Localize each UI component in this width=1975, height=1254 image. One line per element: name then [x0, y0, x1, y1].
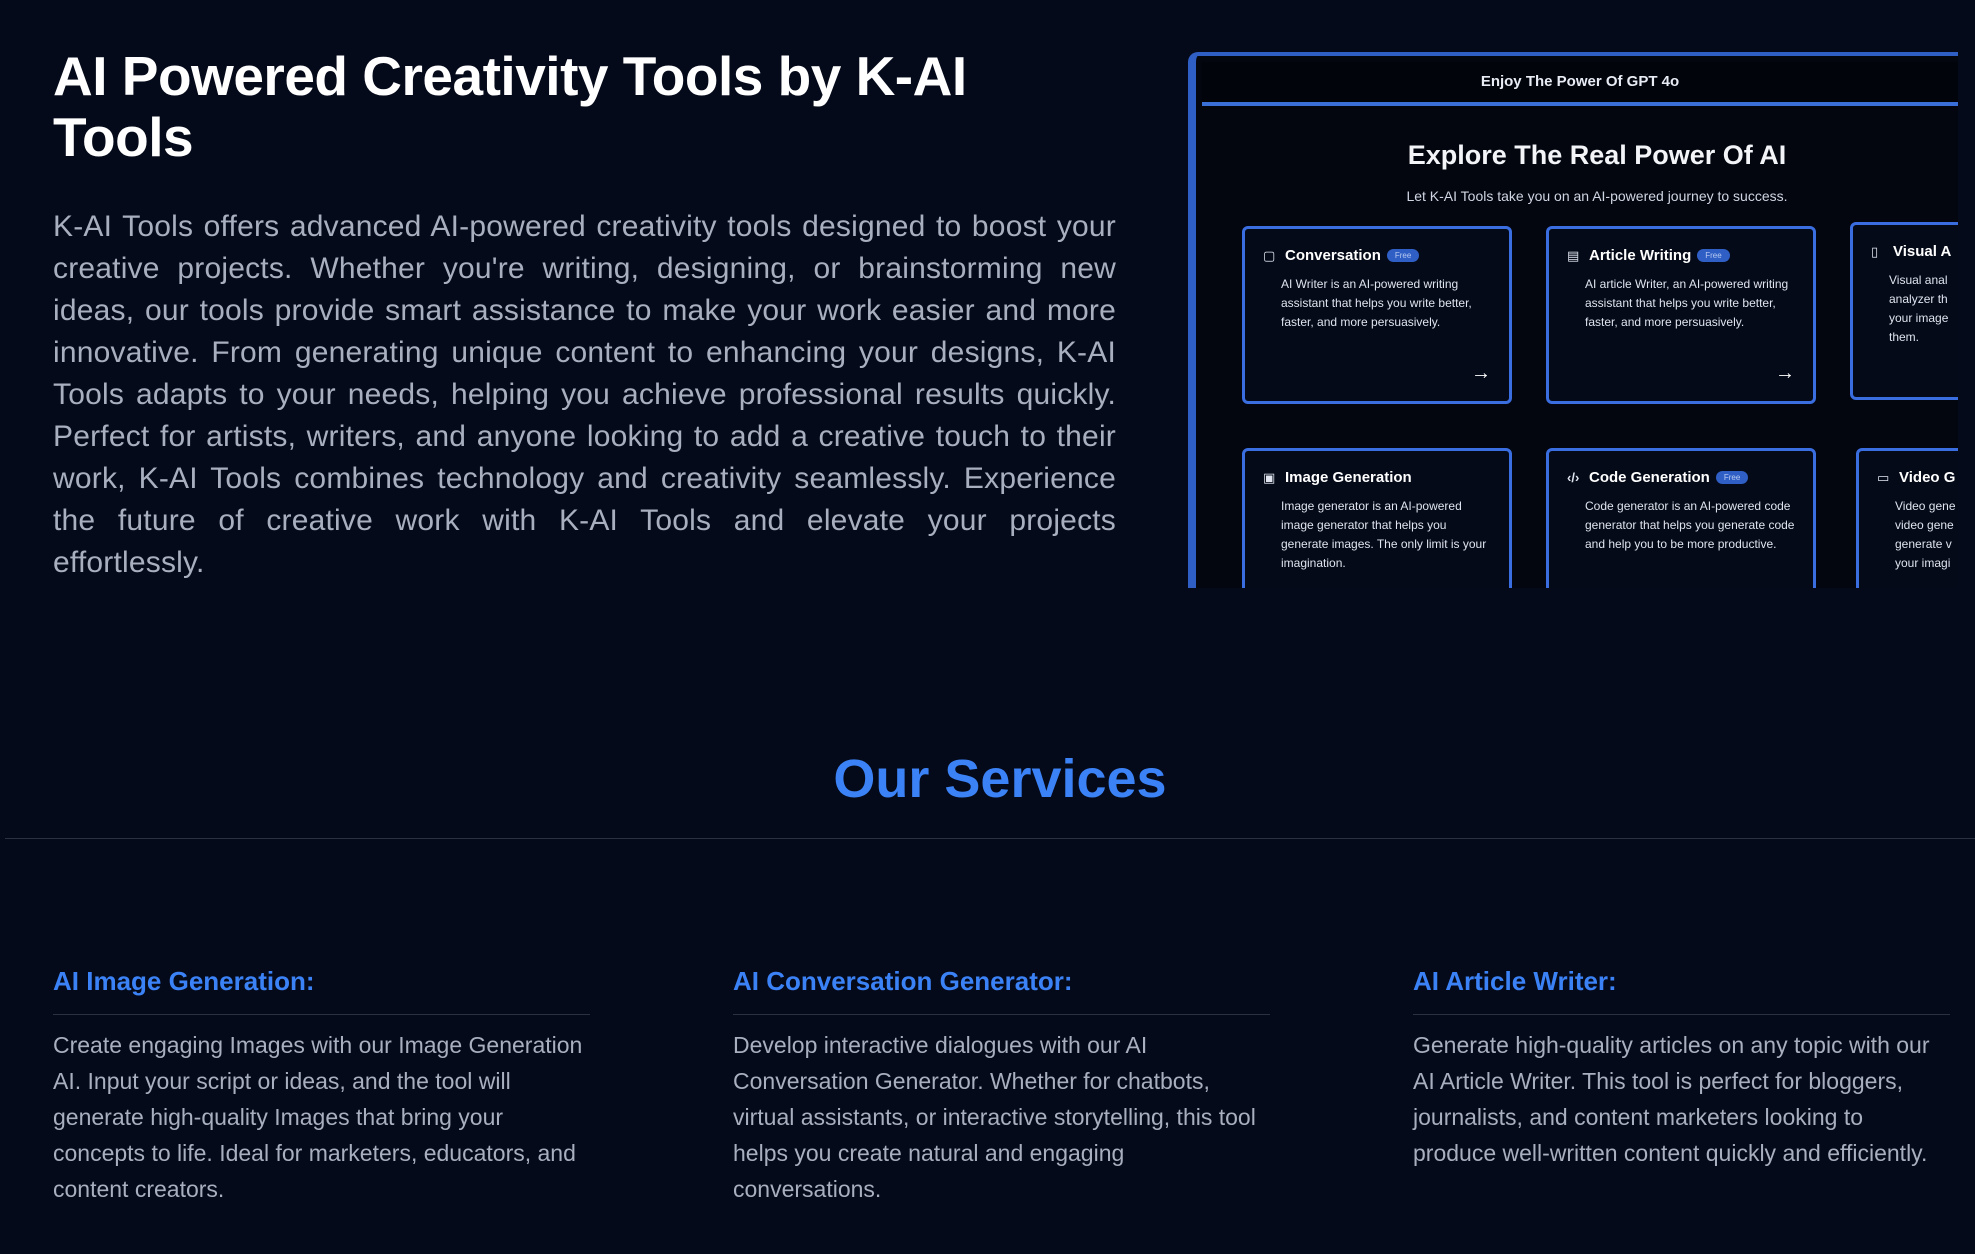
- hero-title: AI Powered Creativity Tools by K-AI Tools: [53, 45, 967, 168]
- free-badge: Free: [1697, 249, 1729, 262]
- tool-card-title: Article Writing: [1589, 247, 1692, 264]
- preview-subheading: Let K-AI Tools take you on an AI-powered journey to success.: [1406, 188, 1788, 204]
- service-title: AI Image Generation:: [53, 966, 315, 996]
- article-icon: ▤: [1567, 247, 1580, 263]
- service-description: Generate high-quality articles on any topic with our AI Article Writer. This tool is perfect for bloggers, journalists, and content marketers looking to produce well-written content quickly and efficiently.: [1413, 1032, 1930, 1166]
- service-image-generation: [53, 962, 590, 1207]
- arrow-right-icon[interactable]: →: [1471, 362, 1491, 384]
- video-icon: ▭: [1877, 469, 1890, 485]
- tool-card-description: Visual anal analyzer th your image them.: [1889, 273, 1949, 344]
- services-heading: Our Services: [833, 749, 1167, 809]
- tool-card-description: Image generator is an AI-powered image generator that helps you generate images. The only limit is your imagination.: [1281, 499, 1487, 570]
- tool-card-title: Conversation: [1285, 247, 1381, 264]
- service-title: AI Conversation Generator:: [733, 966, 1073, 996]
- arrow-right-icon[interactable]: →: [1775, 362, 1795, 384]
- tool-card-description: Code generator is an AI-powered code generator that helps you generate code and help you to be more productive.: [1585, 499, 1795, 551]
- divider: [733, 1014, 1270, 1015]
- free-badge: Free: [1387, 249, 1419, 262]
- preview-heading: Explore The Real Power Of AI: [1407, 140, 1787, 170]
- chat-icon: ▢: [1263, 247, 1276, 263]
- service-conversation-generator: [733, 962, 1270, 1207]
- service-description: Develop interactive dialogues with our AI Conversation Generator. Whether for chatbots, virtual assistants, or interactive storytelling, this tool helps you create natural and engaging conversations.: [733, 1032, 1256, 1202]
- tool-card-description: AI article Writer, an AI-powered writing assistant that helps you write better, faster, and more persuasively.: [1585, 277, 1789, 329]
- preview-banner: Enjoy The Power Of GPT 4o: [1202, 62, 1958, 106]
- tool-card-description: AI Writer is an AI-powered writing assistant that helps you write better, faster, and more persuasively.: [1281, 277, 1472, 329]
- divider: [1413, 1014, 1950, 1015]
- divider: [53, 1014, 590, 1015]
- tool-card-description: Video gene video gene generate v your imagi: [1895, 499, 1956, 570]
- tool-card-title: Video G: [1899, 469, 1956, 486]
- tool-card-image-generation[interactable]: [1242, 448, 1512, 588]
- tool-card-title: Image Generation: [1285, 469, 1412, 486]
- service-article-writer: [1413, 962, 1950, 1171]
- free-badge: Free: [1716, 471, 1748, 484]
- tool-card-code-generation[interactable]: [1546, 448, 1816, 588]
- tool-card-conversation[interactable]: [1242, 226, 1512, 404]
- service-title: AI Article Writer:: [1413, 966, 1617, 996]
- tool-card-title: Visual A: [1893, 243, 1952, 260]
- section-divider: [5, 838, 1975, 839]
- tool-card-title: Code Generation: [1589, 469, 1710, 486]
- tool-card-video[interactable]: [1856, 448, 1958, 588]
- tools-preview-screenshot: [1188, 52, 1958, 588]
- document-icon: ▯: [1871, 243, 1879, 259]
- service-description: Create engaging Images with our Image Generation AI. Input your script or ideas, and the tool will generate high-quality Images that bring your concepts to life. Ideal for marketers, educators, and content creators.: [53, 1032, 583, 1202]
- hero-description: K-AI Tools offers advanced AI-powered creativity tools designed to boost your creative projects. Whether you're writing, designing, or brainstorming new ideas, our tools provide smart assistance to make your work easier and more innovative. From generating unique content to enhancing your designs, K-AI Tools adapts to your needs, helping you achieve professional results quickly. Perfect for artists, writers, and anyone looking to add a creative touch to their work, K-AI Tools combines technology and creativity seamlessly. Experience the future of creative work with K-AI Tools and elevate your projects effortlessly.: [53, 210, 1116, 579]
- code-icon: ‹/›: [1567, 470, 1580, 485]
- tool-card-visual[interactable]: [1850, 222, 1958, 400]
- tool-card-article-writing[interactable]: [1546, 226, 1816, 404]
- image-icon: ▣: [1263, 469, 1276, 485]
